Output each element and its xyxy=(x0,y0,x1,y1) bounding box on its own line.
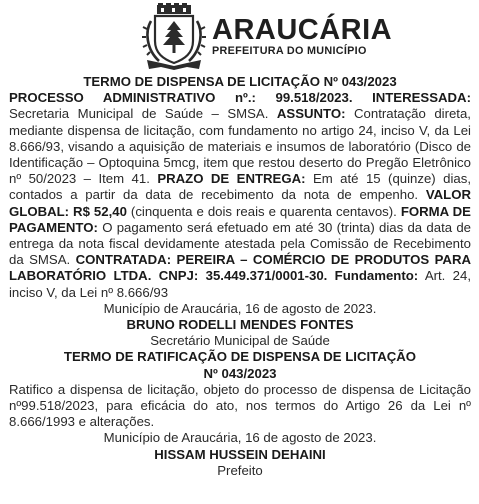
valor-value: (cinquenta e dois reais e quarenta centavos). xyxy=(130,203,397,219)
processo-label: PROCESSO ADMINISTRATIVO nº.: 99.518/2023. xyxy=(9,90,353,106)
contratada-label: CONTRATADA: PEREIRA – COMÉRCIO DE PRODUTOS PARA LABORATÓRIO LTDA. CNPJ: 35.449.371/0001-30. Fundamento: xyxy=(9,252,471,284)
forma-value: O pagamento será efetuado em até 30 (trinta) dias da data de entrega da nota fiscal devidamente atestada pela Comissão de Recebimento da SMSA. xyxy=(9,219,472,268)
ratificacao-date: Município de Araucária, 16 de agosto de 2023. xyxy=(103,430,377,446)
dispensa-signer-role: Secretário Municipal de Saúde xyxy=(150,333,330,349)
ratificacao-signer-role: Prefeito xyxy=(217,462,263,478)
assunto-value: Contratação direta, mediante dispensa de licitação, com fundamento no artigo 24, inciso V, da Lei 8.666/93, visando a aquisição de materiais e insumos de laboratório (Disco de Identificação – Optoquina 5mcg, item que restou deserto do Pregão Eletrônico nº 50/2023 – Item 41. xyxy=(9,106,471,187)
ratificacao-title-line1: TERMO DE RATIFICAÇÃO DE DISPENSA DE LICITAÇÃO xyxy=(63,349,417,365)
ratificacao-title xyxy=(9,349,471,381)
brand-subtitle: PREFEITURA DO MUNICÍPIO xyxy=(212,45,367,57)
dispensa-date: Município de Araucária, 16 de agosto de 2023. xyxy=(103,300,377,316)
dispensa-body xyxy=(9,90,471,301)
dispensa-title: TERMO DE DISPENSA DE LICITAÇÃO Nº 043/2023 xyxy=(83,74,397,89)
municipal-coat-of-arms-icon xyxy=(141,3,207,71)
valor-label: VALOR GLOBAL: R$ 52,40 xyxy=(9,187,471,219)
header xyxy=(9,0,471,72)
ratificacao-body: Ratifico a dispensa de licitação, objeto do processo de dispensa de Licitação nº99.518/2023, para eficácia do ato, nos termos do Artigo 26 da Lei nº 8.666/1993 e alterações. xyxy=(9,381,471,430)
dispensa-signer-name: BRUNO RODELLI MENDES FONTES xyxy=(126,317,354,333)
prazo-label: PRAZO DE ENTREGA: xyxy=(157,171,306,187)
interessada-label: INTERESSADA: xyxy=(372,90,471,106)
assunto-label: ASSUNTO: xyxy=(276,106,346,122)
brand-block xyxy=(212,16,392,57)
brand-name: ARAUCÁRIA xyxy=(212,14,393,46)
ratificacao-signer-name: HISSAM HUSSEIN DEHAINI xyxy=(154,446,326,462)
interessada-value: Secretaria Municipal de Saúde – SMSA. xyxy=(9,106,269,122)
ratificacao-title-line2: Nº 043/2023 xyxy=(203,365,277,381)
fundamento-value: Art. 24, inciso V, da Lei nº 8.666/93 xyxy=(9,268,472,300)
prazo-value: Em até 15 (quinze) dias, contados a partir da data de recebimento da nota de empenho. xyxy=(9,171,471,203)
forma-label: FORMA DE PAGAMENTO: xyxy=(9,203,471,235)
